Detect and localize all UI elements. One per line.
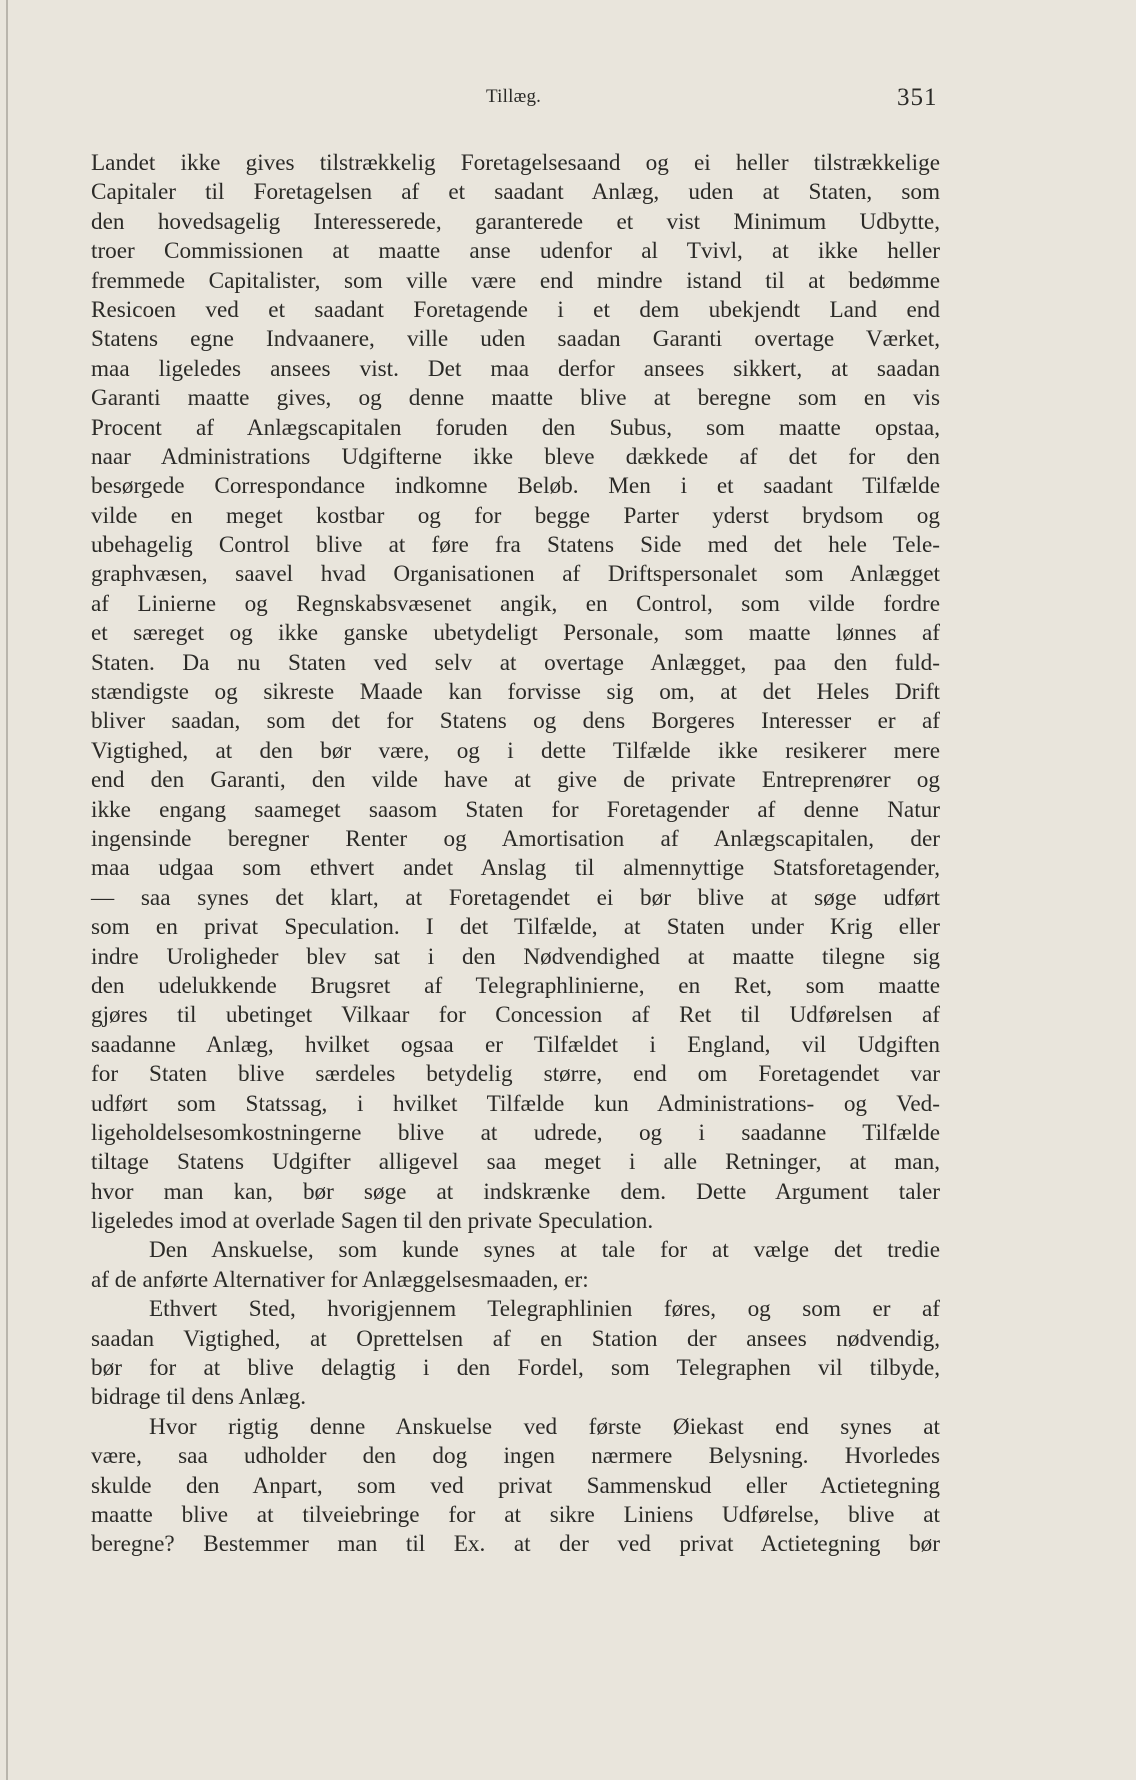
running-head-title: Tillæg. [486,86,542,107]
text-line: maatte blive at tilveiebringe for at sikre Liniens Udførelse, blive at [91,1501,940,1528]
page-number: 351 [897,84,938,111]
text-line: udført som Statssag, i hvilket Tilfælde kun Administrations- og Ved- [91,1090,940,1117]
text-line: graphvæsen, saavel hvad Organisationen af Driftspersonalet som Anlægget [91,561,940,588]
text-line: Vigtighed, at den bør være, og i dette Tilfælde ikke resikerer mere [91,737,940,764]
text-line: Hvor rigtig denne Anskuelse ved første Øiekast end synes at [149,1413,940,1440]
text-line: Den Anskuelse, som kunde synes at tale for at vælge det tredie [149,1237,940,1264]
text-line: saadanne Anlæg, hvilket ogsaa er Tilfældet i England, vil Udgiften [91,1031,940,1058]
text-line: et særeget og ikke ganske ubetydeligt Personale, som maatte lønnes af [91,620,940,647]
text-line: Ethvert Sted, hvorigjennem Telegraphlinien føres, og som er af [149,1296,940,1323]
text-line: stændigste og sikreste Maade kan forvisse sig om, at det Heles Drift [91,679,940,706]
text-line: den hovedsagelig Interesserede, garanterede et vist Minimum Udbytte, [91,208,940,235]
text-line: ligeledes imod at overlade Sagen til den private Speculation. [91,1208,654,1235]
text-line: ligeholdelsesomkostningerne blive at udrede, og i saadanne Tilfælde [91,1119,940,1146]
page-edge-line [6,0,8,1780]
text-line: ikke engang saameget saasom Staten for Foretagender af denne Natur [91,796,940,823]
text-line: — saa synes det klart, at Foretagendet ei bør blive at søge udført [91,884,940,911]
text-line: skulde den Anpart, som ved privat Sammenskud eller Actietegning [91,1472,940,1499]
text-line: beregne? Bestemmer man til Ex. at der ved privat Actietegning bør [91,1531,940,1558]
text-line: bidrage til dens Anlæg. [91,1384,307,1411]
text-line: saadan Vigtighed, at Oprettelsen af en Station der ansees nødvendig, [91,1325,940,1352]
text-line: maa udgaa som ethvert andet Anslag til almennyttige Statsforetagender, [91,855,940,882]
text-line: end den Garanti, den vilde have at give de private Entreprenører og [91,767,940,794]
text-line: troer Commissionen at maatte anse udenfor al Tvivl, at ikke heller [91,238,940,265]
text-line: maa ligeledes ansees vist. Det maa derfor ansees sikkert, at saadan [91,355,940,382]
text-line: Procent af Anlægscapitalen foruden den Subus, som maatte opstaa, [91,414,940,441]
text-line: fremmede Capitalister, som ville være end mindre istand til at bedømme [91,267,940,294]
text-line: som en privat Speculation. I det Tilfælde, at Staten under Krig eller [91,914,940,941]
text-line: ingensinde beregner Renter og Amortisation af Anlægscapitalen, der [91,825,940,852]
text-line: Statens egne Indvaanere, ville uden saadan Garanti overtage Værket, [91,326,940,353]
text-line: af Linierne og Regnskabsvæsenet angik, en Control, som vilde fordre [91,590,940,617]
text-line: ubehagelig Control blive at føre fra Statens Side med det hele Tele- [91,532,940,559]
text-line: gjøres til ubetinget Vilkaar for Concession af Ret til Udførelsen af [91,1002,940,1029]
text-line: tiltage Statens Udgifter alligevel saa meget i alle Retninger, at man, [91,1149,940,1176]
running-head [0,86,1136,116]
text-line: hvor man kan, bør søge at indskrænke dem. Dette Argument taler [91,1178,940,1205]
text-line: bør for at blive delagtig i den Fordel, som Telegraphen vil tilbyde, [91,1355,940,1382]
body-text [91,149,940,1560]
text-line: af de anførte Alternativer for Anlæggelsesmaaden, er: [91,1266,589,1293]
text-line: bliver saadan, som det for Statens og dens Borgeres Interesser er af [91,708,940,735]
text-line: Landet ikke gives tilstrækkelig Foretagelsesaand og ei heller tilstrækkelige [91,150,940,176]
text-line: være, saa udholder den dog ingen nærmere Belysning. Hvorledes [91,1443,940,1470]
text-line: vilde en meget kostbar og for begge Parter yderst brydsom og [91,502,940,529]
text-line: Staten. Da nu Staten ved selv at overtage Anlægget, paa den fuld- [91,649,940,676]
text-line: Garanti maatte gives, og denne maatte blive at beregne som en vis [91,385,940,412]
text-line: besørgede Correspondance indkomne Beløb. Men i et saadant Tilfælde [91,473,940,500]
text-line: Resicoen ved et saadant Foretagende i et dem ubekjendt Land end [91,296,940,323]
text-line: Capitaler til Foretagelsen af et saadant Anlæg, uden at Staten, som [91,179,940,206]
text-line: den udelukkende Brugsret af Telegraphlinierne, en Ret, som maatte [91,972,940,999]
text-line: naar Administrations Udgifterne ikke bleve dækkede af det for den [91,443,940,470]
text-line: for Staten blive særdeles betydelig større, end om Foretagendet var [91,1061,940,1088]
text-line: indre Uroligheder blev sat i den Nødvendighed at maatte tilegne sig [91,943,940,970]
